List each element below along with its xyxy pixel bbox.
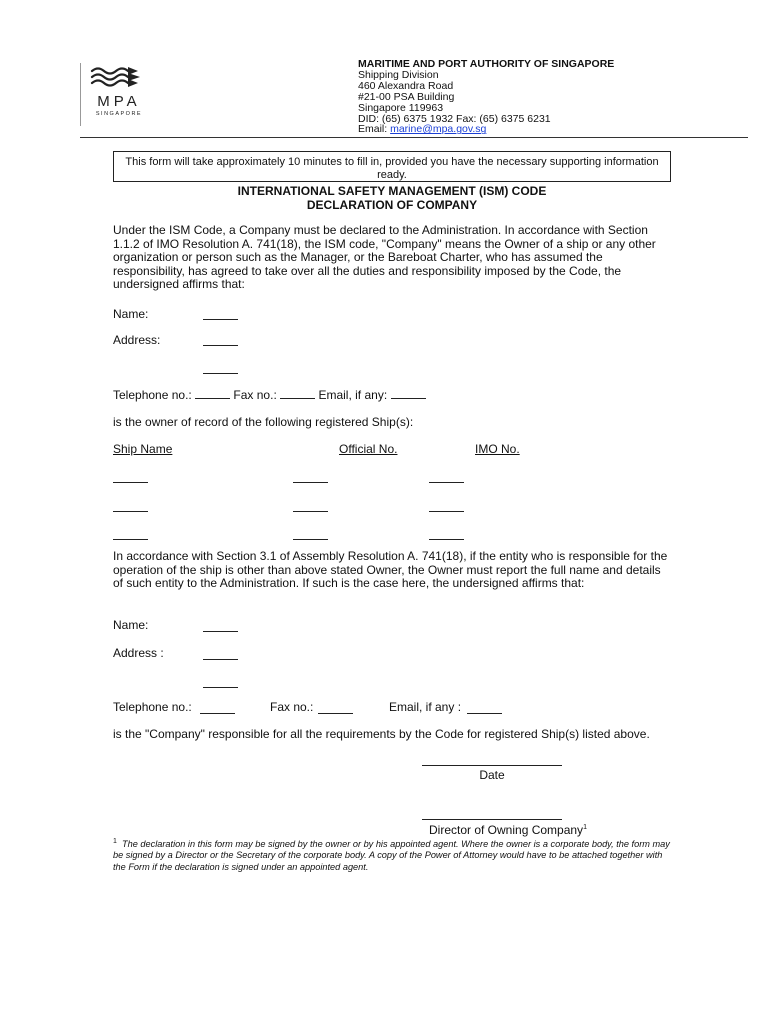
official-no-field[interactable] bbox=[293, 529, 328, 540]
director-label-text: Director of Owning Company bbox=[429, 823, 584, 837]
official-no-field[interactable] bbox=[293, 472, 328, 483]
director-signature-line[interactable] bbox=[422, 819, 562, 820]
operator-paragraph: In accordance with Section 3.1 of Assembly Resolution A. 741(18), if the entity who is responsible for the operation of the ship is other than above stated Owner, the Owner must report the full name and details of such entity to the Administration. If such is the case here, the undersigned affirms that: bbox=[113, 549, 668, 591]
mpa-logo bbox=[82, 63, 156, 125]
wave-fish-icon bbox=[82, 63, 156, 93]
operator-name-field[interactable] bbox=[203, 621, 238, 632]
date-label: Date bbox=[479, 768, 505, 782]
operator-address-field[interactable] bbox=[203, 649, 238, 660]
owner-name-field[interactable] bbox=[203, 309, 238, 320]
footnote-mark: 1 bbox=[113, 838, 117, 845]
operator-tel-label: Telephone no.: bbox=[113, 700, 192, 714]
time-notice-box: This form will take approximately 10 minutes to fill in, provided you have the necessary supporting information ready. bbox=[113, 151, 671, 182]
address-line: 460 Alexandra Road bbox=[358, 79, 454, 92]
email-link[interactable]: marine@mpa.gov.sg bbox=[390, 123, 487, 136]
ship-name-field[interactable] bbox=[113, 529, 148, 540]
imo-no-field[interactable] bbox=[429, 529, 464, 540]
operator-address-label: Address : bbox=[113, 646, 164, 660]
operator-email-field[interactable] bbox=[467, 703, 502, 714]
intro-paragraph: Under the ISM Code, a Company must be declared to the Administration. In accordance with Section 1.1.2 of IMO Resolution A. 741(18), the ISM code, "Company" means the Owner of a ship or any other organization or person such as the Manager, or the Bareboat Charter, who has assumed the responsibility, has agreed to take over all the duties and responsibility imposed by the Code, the undersigned affirms that: bbox=[113, 223, 656, 292]
owner-address-label: Address: bbox=[113, 333, 161, 347]
official-no-header: Official No. bbox=[339, 442, 398, 456]
header-divider bbox=[80, 137, 748, 138]
header-vertical-divider bbox=[80, 63, 81, 126]
logo-name: MPA bbox=[97, 93, 141, 110]
imo-no-field[interactable] bbox=[429, 501, 464, 512]
owner-tel-label: Telephone no.: bbox=[113, 388, 192, 402]
imo-no-field[interactable] bbox=[429, 472, 464, 483]
ship-name-field[interactable] bbox=[113, 501, 148, 512]
owner-address-field[interactable] bbox=[203, 335, 238, 346]
owner-fax-label: Fax no.: bbox=[233, 388, 277, 402]
ship-name-header: Ship Name bbox=[113, 442, 173, 456]
operator-tel-field[interactable] bbox=[200, 703, 235, 714]
contact-line: DID: (65) 6375 1932 Fax: (65) 6375 6231 bbox=[358, 112, 551, 125]
address-line: Singapore 119963 bbox=[358, 101, 444, 114]
address-line: Shipping Division bbox=[358, 68, 439, 81]
date-signature-line[interactable] bbox=[422, 765, 562, 766]
footnote bbox=[113, 836, 673, 873]
owner-address-field-2[interactable] bbox=[203, 363, 238, 374]
operator-email-label: Email, if any : bbox=[389, 700, 462, 714]
ship-name-field[interactable] bbox=[113, 472, 148, 483]
director-label bbox=[429, 823, 587, 837]
owner-name-label: Name: bbox=[113, 307, 149, 321]
company-statement: is the "Company" responsible for all the requirements by the Code for registered Ship(s) listed above. bbox=[113, 727, 650, 741]
owner-tel-field[interactable] bbox=[195, 388, 230, 399]
address-line: #21-00 PSA Building bbox=[358, 90, 455, 103]
footnote-text: The declaration in this form may be signed by the owner or by his appointed agent. Where the owner is a corporate body, the form may be signed by a Director or the Secretary of the corporate body. A copy of the Power of Attorney would have to be attached together with the Form if the declaration is signed under an appointed agent. bbox=[113, 839, 670, 872]
owner-contact-line bbox=[113, 388, 426, 402]
official-no-field[interactable] bbox=[293, 501, 328, 512]
email-line bbox=[358, 124, 614, 135]
header-address bbox=[358, 59, 614, 135]
operator-fax-field[interactable] bbox=[318, 703, 353, 714]
operator-fax-label: Fax no.: bbox=[270, 700, 314, 714]
operator-name-label: Name: bbox=[113, 618, 149, 632]
form-subtitle: DECLARATION OF COMPANY bbox=[306, 198, 478, 212]
owner-of-record-text: is the owner of record of the following registered Ship(s): bbox=[113, 415, 414, 429]
email-label: Email: bbox=[358, 123, 391, 136]
footnote-ref: 1 bbox=[583, 824, 587, 831]
owner-fax-field[interactable] bbox=[280, 388, 315, 399]
form-title: INTERNATIONAL SAFETY MANAGEMENT (ISM) CODE bbox=[237, 184, 547, 198]
owner-email-label: Email, if any: bbox=[318, 388, 388, 402]
logo-subtext: SINGAPORE bbox=[95, 111, 143, 117]
owner-email-field[interactable] bbox=[391, 388, 426, 399]
org-name: MARITIME AND PORT AUTHORITY OF SINGAPORE bbox=[358, 58, 615, 70]
imo-no-header: IMO No. bbox=[475, 442, 520, 456]
operator-address-field-2[interactable] bbox=[203, 677, 238, 688]
